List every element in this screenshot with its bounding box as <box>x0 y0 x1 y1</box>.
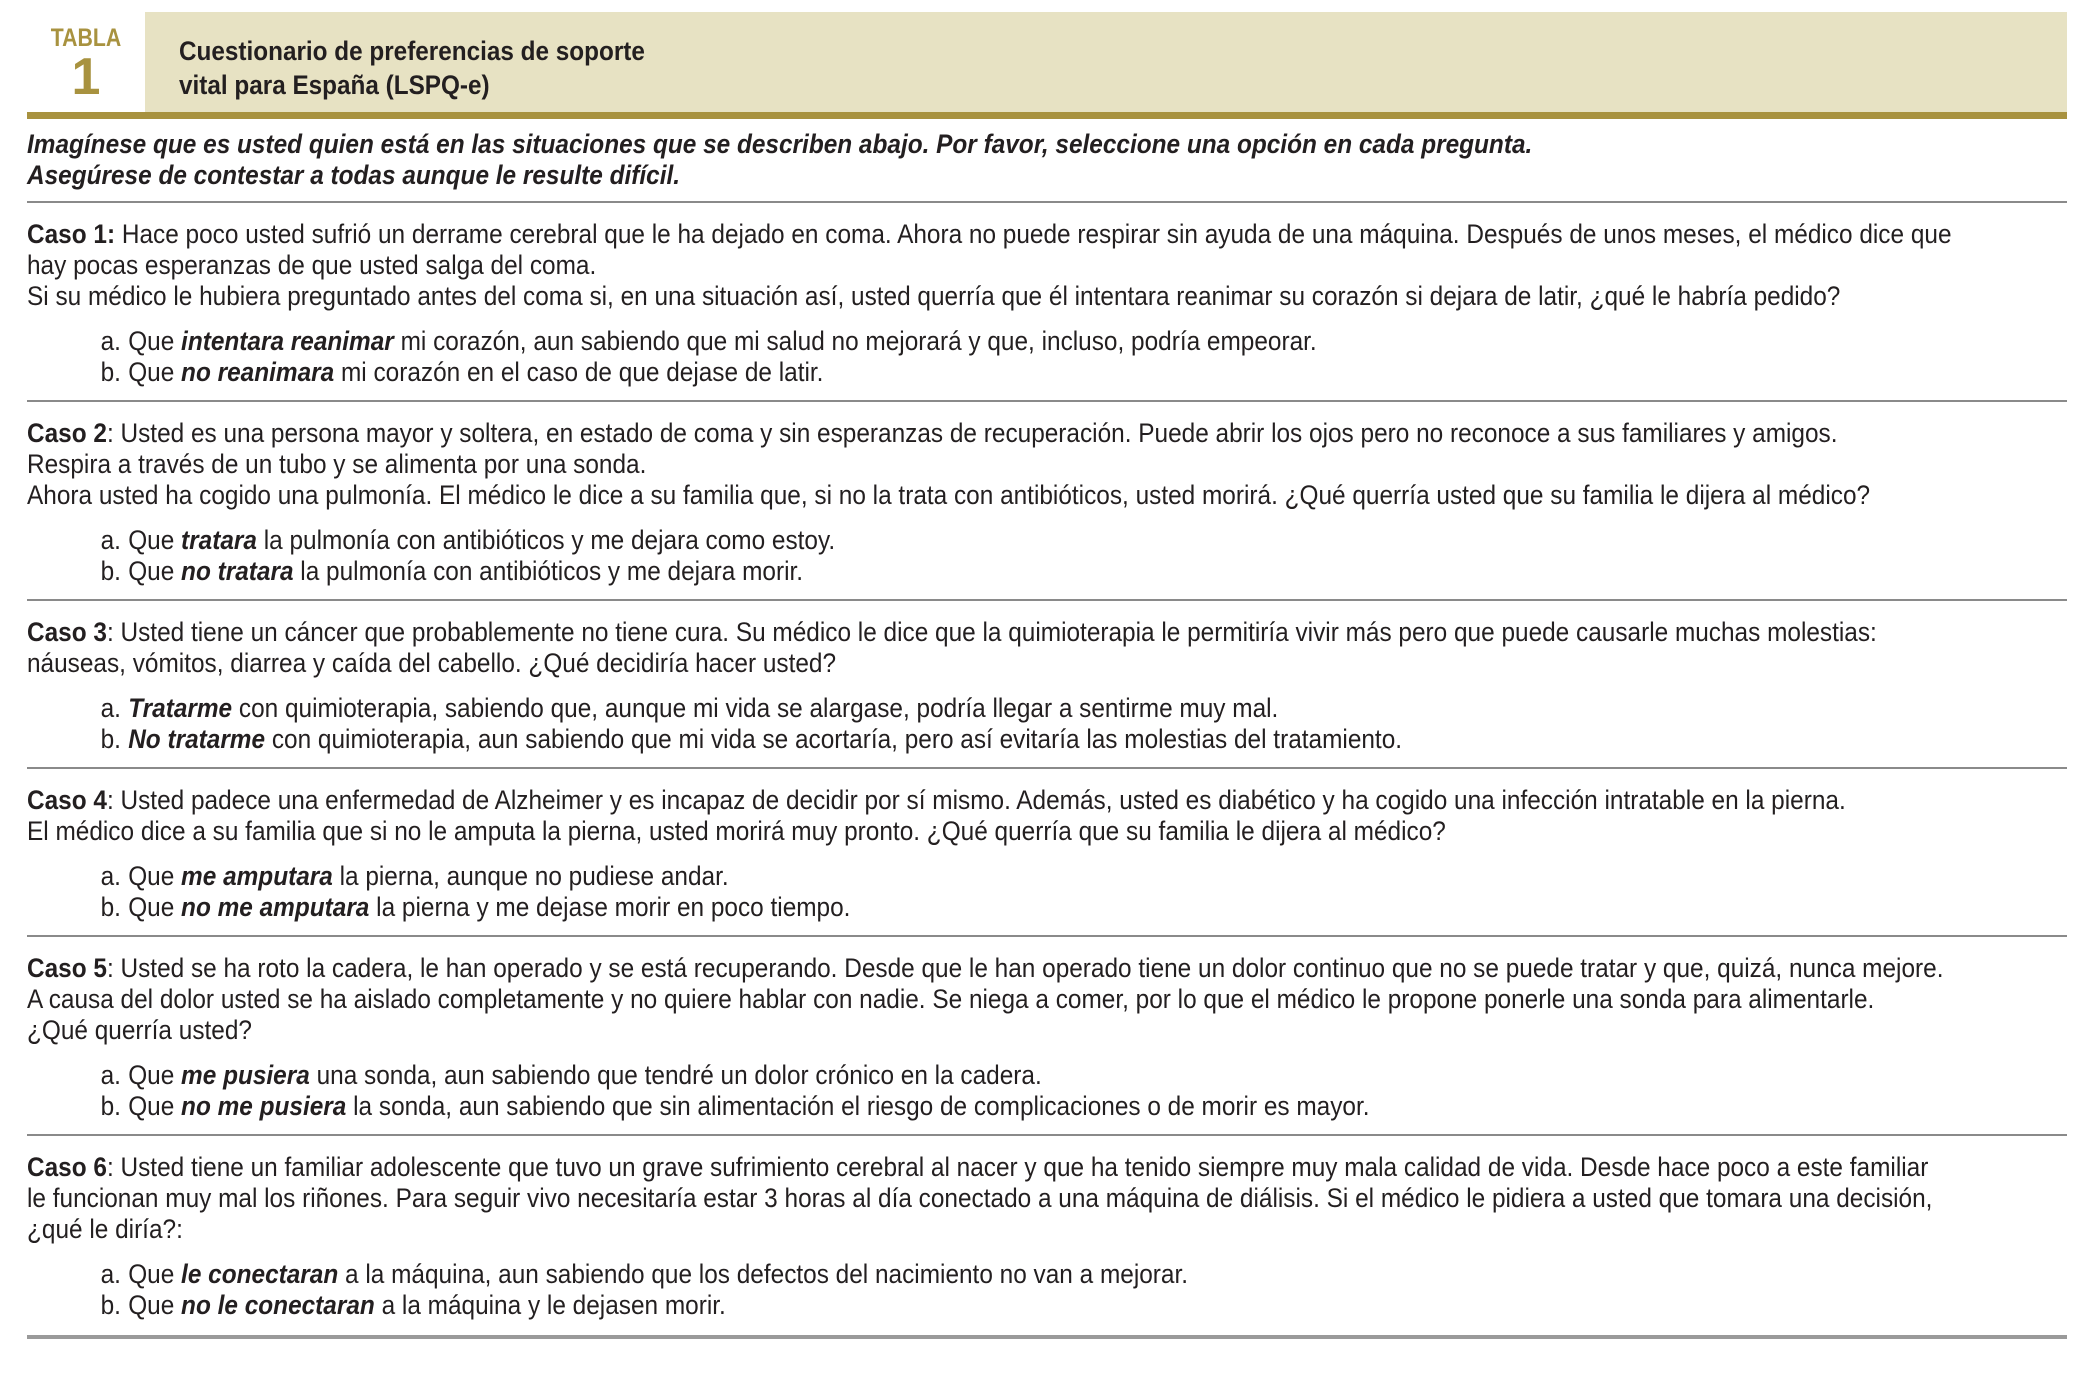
case-text-line <box>27 418 2051 449</box>
case-text: hay pocas esperanzas de que usted salga del coma. <box>27 250 597 280</box>
case-text-line <box>27 219 2051 250</box>
option-letter: a. <box>100 1060 121 1090</box>
header-divider <box>27 112 2067 119</box>
option-emphasis: Tratarme <box>128 693 233 723</box>
case-text-line <box>27 449 2051 480</box>
case-description <box>27 617 2051 679</box>
case-text-line <box>27 1214 2051 1245</box>
option-text-prefix: Que <box>128 556 182 586</box>
case-text-line <box>27 648 2051 679</box>
case-text-line <box>27 1015 2051 1046</box>
option-letter: a. <box>100 1259 121 1289</box>
option-emphasis: intentara reanimar <box>181 326 394 356</box>
case-label: Caso 3 <box>27 617 107 647</box>
option-letter: b. <box>100 357 121 387</box>
option-text-suffix: la sonda, aun sabiendo que sin alimentación el riesgo de complicaciones o de morir es mayor. <box>346 1091 1370 1121</box>
option-text-prefix: Que <box>128 525 182 555</box>
option-emphasis: no reanimara <box>181 357 335 387</box>
option-letter: b. <box>100 1091 121 1121</box>
option-emphasis: No tratarme <box>128 724 266 754</box>
case-options <box>27 861 2051 923</box>
instructions-line-2: Asegúrese de contestar a todas aunque le resulte difícil. <box>27 160 681 190</box>
case-description <box>27 785 2051 847</box>
option-text-suffix: la pierna, aunque no pudiese andar. <box>332 861 729 891</box>
option-text-prefix: Que <box>128 1290 182 1320</box>
case-text: ¿qué le diría?: <box>27 1214 183 1244</box>
option-text-prefix: Que <box>128 1060 182 1090</box>
option-letter: b. <box>100 1290 121 1320</box>
case-3 <box>27 601 2067 767</box>
instructions-line-1: Imagínese que es usted quien está en las situaciones que se describen abajo. Por favor, seleccione una opción en cada pregunta. <box>27 129 1533 159</box>
option-text-suffix: a la máquina, aun sabiendo que los defectos del nacimiento no van a mejorar. <box>338 1259 1189 1289</box>
case-text: Si su médico le hubiera preguntado antes del coma si, en una situación así, usted querría que él intentara reanimar su corazón si dejara de latir, ¿qué le habría pedido? <box>27 281 1841 311</box>
table-tab-label: TABLA <box>50 24 122 52</box>
case-options <box>27 1060 2051 1122</box>
table-number: 1 <box>71 48 101 106</box>
case-description <box>27 1152 2051 1245</box>
case-text: El médico dice a su familia que si no le amputa la pierna, usted morirá muy pronto. ¿Qué querría que su familia le dijera al médico? <box>27 816 1446 846</box>
option-b <box>27 357 2051 388</box>
case-text: A causa del dolor usted se ha aislado completamente y no quiere hablar con nadie. Se niega a comer, por lo que el médico le propone ponerle una sonda para alimentarle. <box>27 984 1875 1014</box>
table-title <box>179 34 645 102</box>
case-text-line <box>27 816 2051 847</box>
option-letter: b. <box>100 556 121 586</box>
case-text: Hace poco usted sufrió un derrame cerebral que le ha dejado en coma. Ahora no puede respirar sin ayuda de una máquina. Después de unos meses, el médico dice que <box>121 219 1952 249</box>
option-text-suffix: mi corazón, aun sabiendo que mi salud no mejorará y que, incluso, podría empeorar. <box>393 326 1317 356</box>
instructions <box>27 119 2023 201</box>
option-letter: b. <box>100 892 121 922</box>
option-a <box>27 326 2051 357</box>
case-text-line <box>27 250 2051 281</box>
case-options <box>27 525 2051 587</box>
option-emphasis: me pusiera <box>181 1060 310 1090</box>
option-emphasis: le conectaran <box>181 1259 339 1289</box>
cases-list <box>27 201 2067 1333</box>
case-options <box>27 1259 2051 1321</box>
option-text-suffix: mi corazón en el caso de que dejase de latir. <box>334 357 824 387</box>
option-b <box>27 724 2051 755</box>
option-text-prefix: Que <box>128 357 182 387</box>
option-text-suffix: la pulmonía con antibióticos y me dejara morir. <box>293 556 804 586</box>
option-emphasis: tratara <box>181 525 257 555</box>
option-b <box>27 556 2051 587</box>
option-text-suffix: la pulmonía con antibióticos y me dejara como estoy. <box>256 525 836 555</box>
case-text-line <box>27 1152 2051 1183</box>
option-a <box>27 525 2051 556</box>
option-letter: b. <box>100 724 121 754</box>
case-text-line <box>27 953 2051 984</box>
case-5 <box>27 937 2067 1134</box>
case-description <box>27 219 2051 312</box>
case-text: : Usted se ha roto la cadera, le han operado y se está recuperando. Desde que le han operado tiene un dolor continuo que no se puede tratar y que, quizá, nunca mejore. <box>106 953 1944 983</box>
case-text-line <box>27 1183 2051 1214</box>
case-text: le funcionan muy mal los riñones. Para seguir vivo necesitaría estar 3 horas al día conectado a una máquina de diálisis. Si el médico le pidiera a usted que tomara una decisión, <box>27 1183 1933 1213</box>
option-emphasis: no me pusiera <box>181 1091 347 1121</box>
table-title-line-2: vital para España (LSPQ-e) <box>179 70 490 100</box>
case-2 <box>27 402 2067 599</box>
option-emphasis: no me amputara <box>181 892 370 922</box>
case-label: Caso 4 <box>27 785 107 815</box>
case-description <box>27 953 2051 1046</box>
option-text-prefix: Que <box>128 892 182 922</box>
case-text-line <box>27 785 2051 816</box>
case-text-line <box>27 480 2051 511</box>
option-letter: a. <box>100 525 121 555</box>
option-text-suffix: con quimioterapia, sabiendo que, aunque mi vida se alargase, podría llegar a sentirme muy mal. <box>232 693 1279 723</box>
option-a <box>27 1060 2051 1091</box>
table-title-line-1: Cuestionario de preferencias de soporte <box>179 36 645 66</box>
case-text: ¿Qué querría usted? <box>27 1015 252 1045</box>
case-4 <box>27 769 2067 935</box>
option-a <box>27 1259 2051 1290</box>
case-text: : Usted tiene un cáncer que probablemente no tiene cura. Su médico le dice que la quimioterapia le permitiría vivir más pero que puede causarle muchas molestias: <box>106 617 1877 647</box>
case-text: Respira a través de un tubo y se alimenta por una sonda. <box>27 449 647 479</box>
option-a <box>27 861 2051 892</box>
option-text-prefix: Que <box>128 326 182 356</box>
case-description <box>27 418 2051 511</box>
option-text-prefix: Que <box>128 1091 182 1121</box>
case-text: : Usted es una persona mayor y soltera, en estado de coma y sin esperanzas de recuperación. Puede abrir los ojos pero no reconoce a sus familiares y amigos. <box>106 418 1838 448</box>
option-text-suffix: la pierna y me dejase morir en poco tiempo. <box>369 892 851 922</box>
option-letter: a. <box>100 861 121 891</box>
case-text-line <box>27 984 2051 1015</box>
case-text-line <box>27 281 2051 312</box>
option-text-suffix: una sonda, aun sabiendo que tendré un dolor crónico en la cadera. <box>309 1060 1042 1090</box>
table-bottom-rule <box>27 1335 2067 1339</box>
option-emphasis: no tratara <box>181 556 294 586</box>
case-1 <box>27 203 2067 400</box>
case-label: Caso 6 <box>27 1152 107 1182</box>
case-text: : Usted tiene un familiar adolescente que tuvo un grave sufrimiento cerebral al nacer y que ha tenido siempre muy mala calidad de vida. Desde hace poco a este familiar <box>106 1152 1929 1182</box>
option-emphasis: no le conectaran <box>181 1290 375 1320</box>
case-options <box>27 693 2051 755</box>
table-header <box>27 12 2067 112</box>
case-label: Caso 1: <box>27 219 116 249</box>
table-tab <box>27 12 145 112</box>
case-text: : Usted padece una enfermedad de Alzheimer y es incapaz de decidir por sí mismo. Además, usted es diabético y ha cogido una infección intratable en la pierna. <box>106 785 1846 815</box>
option-b <box>27 892 2051 923</box>
option-letter: a. <box>100 693 121 723</box>
option-b <box>27 1091 2051 1122</box>
option-b <box>27 1290 2051 1321</box>
option-text-suffix: con quimioterapia, aun sabiendo que mi vida se acortaría, pero así evitaría las molestias del tratamiento. <box>265 724 1403 754</box>
case-label: Caso 5 <box>27 953 107 983</box>
option-a <box>27 693 2051 724</box>
case-text: Ahora usted ha cogido una pulmonía. El médico le dice a su familia que, si no la trata con antibióticos, usted morirá. ¿Qué querría usted que su familia le dijera al médico? <box>27 480 1871 510</box>
case-options <box>27 326 2051 388</box>
table-1 <box>27 12 2067 1339</box>
case-6 <box>27 1136 2067 1333</box>
option-text-suffix: a la máquina y le dejasen morir. <box>374 1290 726 1320</box>
case-text: náuseas, vómitos, diarrea y caída del cabello. ¿Qué decidiría hacer usted? <box>27 648 837 678</box>
option-text-prefix: Que <box>128 861 182 891</box>
option-letter: a. <box>100 326 121 356</box>
option-emphasis: me amputara <box>181 861 333 891</box>
case-text-line <box>27 617 2051 648</box>
case-label: Caso 2 <box>27 418 107 448</box>
option-text-prefix: Que <box>128 1259 182 1289</box>
